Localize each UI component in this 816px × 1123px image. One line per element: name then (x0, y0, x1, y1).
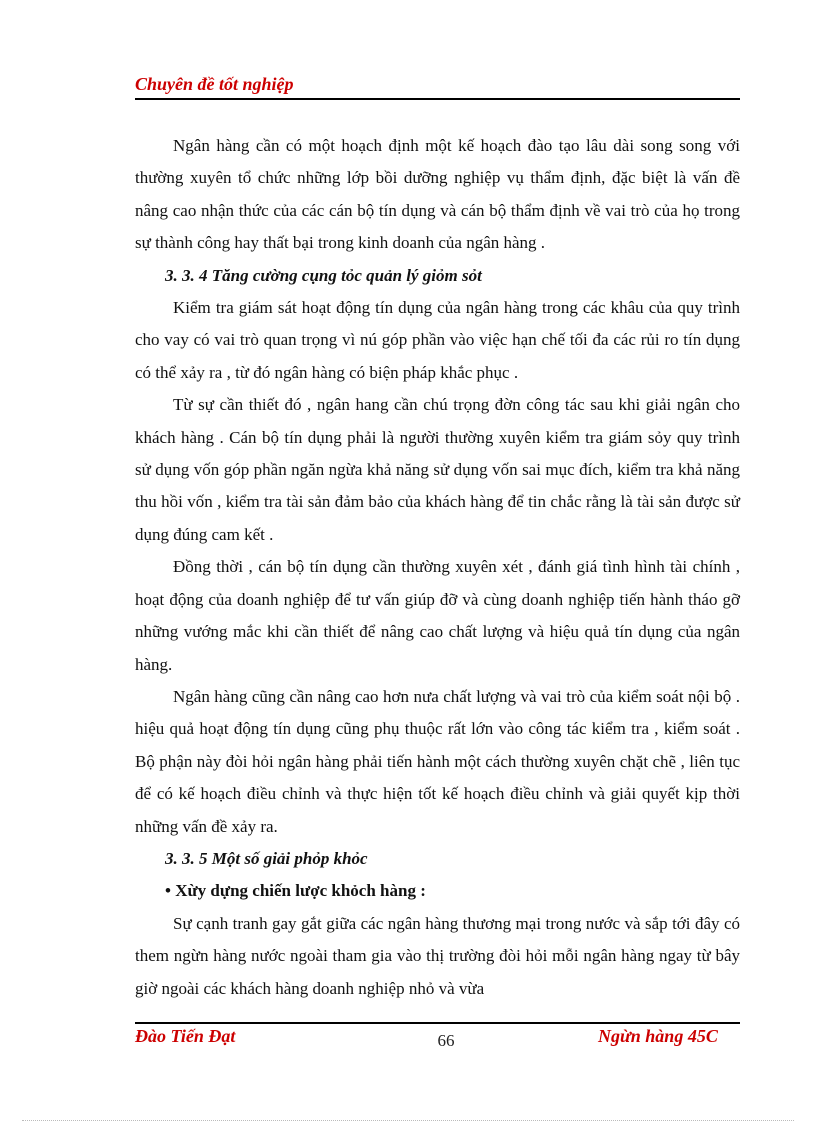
paragraph: Ngân hàng cũng cần nâng cao hơn nưa chất lượng và vai trò của kiểm soát nội bộ . hiệu quả hoạt động tín dụng cũng phụ thuộc rất lớn vào công tác kiểm tra , kiểm soát . Bộ phận này đòi hỏi ngân hàng phải tiến hành một cách thường xuyên chặt chẽ , liên tục để có kế hoạch điều chỉnh và thực hiện tốt kế hoạch điều chỉnh và giải quyết kịp thời những vấn đề xảy ra. (135, 686, 740, 836)
page-header-title: Chuyên đề tốt nghiệp (135, 74, 294, 94)
footer-class-name: Ngừn hàng 45C (598, 1026, 718, 1046)
paragraph: Ngân hàng cần có một hoạch định một kế hoạch đào tạo lâu dài song song với thường xuyên tổ chức những lớp bồi dưỡng nghiệp vụ thẩm định, đặc biệt là vấn đề nâng cao nhận thức của các cán bộ tín dụng và cán bộ thẩm định về vai trò của họ trong sự thành công hay thất bại trong kinh doanh của ngân hàng . (135, 136, 740, 253)
page-number: 66 (437, 1031, 455, 1050)
paragraph: Sự cạnh tranh gay gắt giữa các ngân hàng thương mại trong nước và sắp tới đây có them ngừn hàng nước ngoài tham gia vào thị trường đòi hỏi mỗi ngân hàng ngay từ bây giờ ngoài các khách hàng doanh nghiệp nhỏ và vừa (135, 913, 740, 998)
footer-author: Đào Tiến Đạt (135, 1026, 236, 1046)
paragraph: Đồng thời , cán bộ tín dụng cần thường xuyên xét , đánh giá tình hình tài chính , hoạt động của doanh nghiệp để tư vấn giúp đỡ và cùng doanh nghiệp tiến hành tháo gỡ những vướng mắc khi cần thiết để nâng cao chất lượng và hiệu quả tín dụng của ngân hàng. (135, 557, 740, 674)
page-bottom-edge (22, 1120, 794, 1121)
paragraph: Từ sự cần thiết đó , ngân hang cần chú trọng đờn công tác sau khi giải ngân cho khách hàng . Cán bộ tín dụng phải là người thường xuyên kiểm tra giám sỏy quy trình sử dụng vốn góp phần ngăn ngừa khả năng sử dụng vốn sai mục đích, kiểm tra khả năng thu hồi vốn , kiểm tra tài sản đảm bảo của khách hàng để tin chắc rằng là tài sản được sử dụng đúng cam kết . (135, 395, 740, 544)
bullet-heading: • Xừy dựng chiến lược khỏch hàng : (165, 881, 426, 901)
section-heading: 3. 3. 4 Tăng cường cụng tỏc quản lý giỏm sỏt (165, 265, 482, 285)
header-divider (135, 98, 740, 100)
document-body (135, 130, 740, 1005)
footer-divider (135, 1022, 740, 1024)
paragraph: Kiểm tra giám sát hoạt động tín dụng của ngân hàng trong các khâu của quy trình cho vay có vai trò quan trọng vì nú góp phần vào việc hạn chế tối đa các rủi ro tín dụng có thể xảy ra , từ đó ngân hàng có biện pháp khắc phục . (135, 298, 740, 382)
section-heading: 3. 3. 5 Một số giải phỏp khỏc (165, 848, 368, 868)
